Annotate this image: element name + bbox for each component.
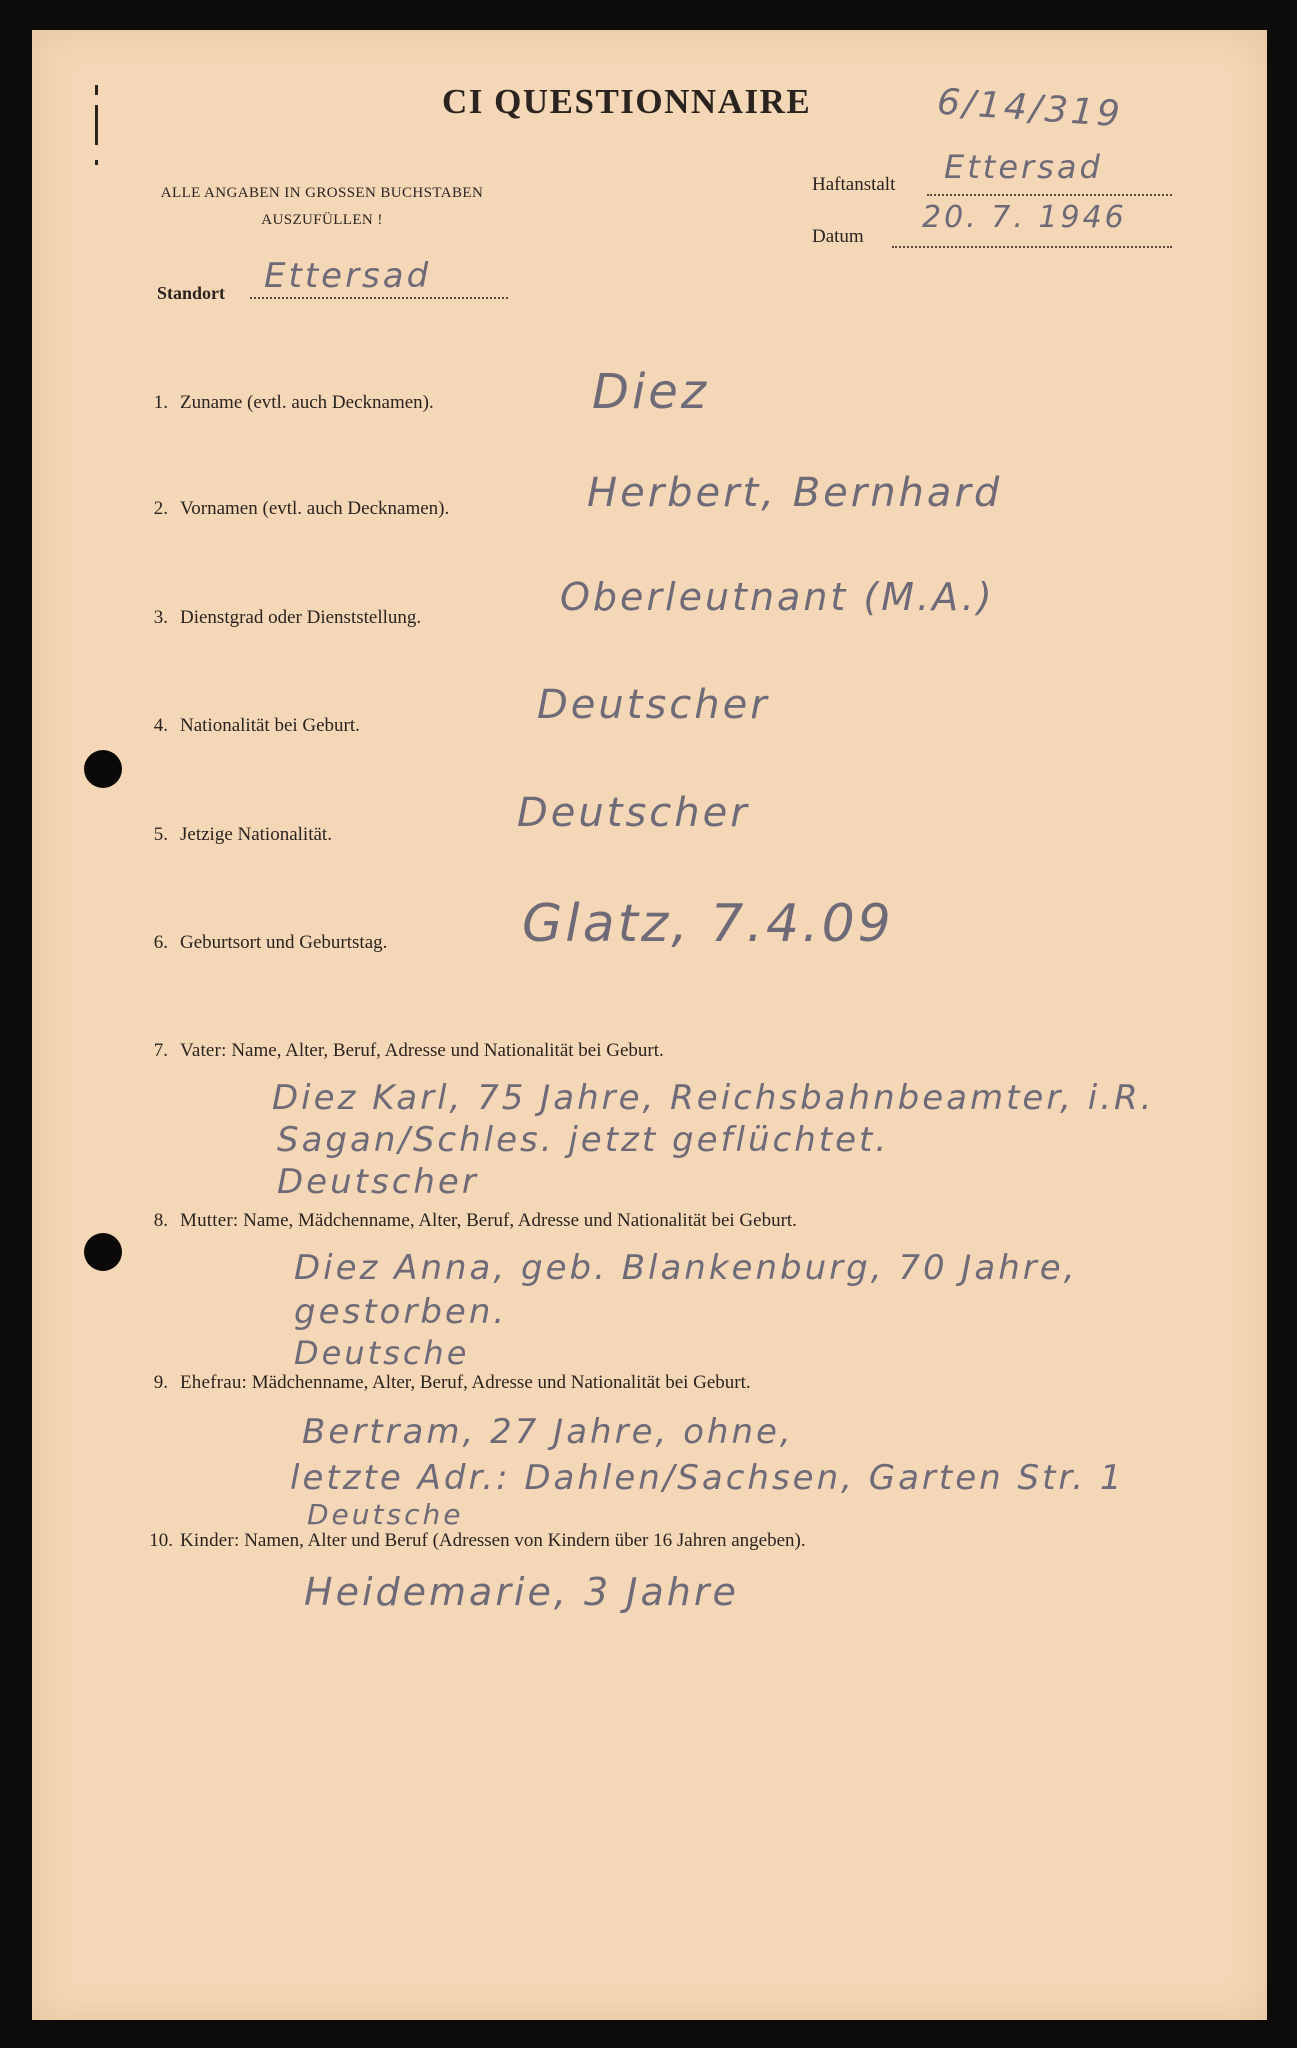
question-8-text: Name, Mädchenname, Alter, Beruf, Adresse und Nationalität bei Geburt. [243,1210,797,1231]
form-instruction [152,180,492,234]
question-9-text: Mädchenname, Alter, Beruf, Adresse und Nationalität bei Geburt. [251,1372,751,1393]
question-8-number: 8. [153,1210,168,1231]
handwritten-reference-number: 6/14/319 [935,81,1124,136]
question-9-lead: Ehefrau: [180,1372,248,1393]
standort-line [250,297,508,299]
question-7-answer-line-3[interactable]: Deutscher [277,1162,479,1202]
standort-label: Standort [157,283,226,303]
question-4-number: 4. [153,715,168,736]
datum-label: Datum [812,226,864,247]
question-8-label [180,1210,797,1232]
instruction-line-1: ALLE ANGABEN IN GROSSEN BUCHSTABEN [160,185,484,201]
margin-mark [95,160,98,165]
margin-mark [95,105,98,145]
question-5-label: Jetzige Nationalität. [180,824,332,845]
question-8-answer-line-1[interactable]: Diez Anna, geb. Blankenburg, 70 Jahre, [294,1248,1078,1288]
datum-line [892,246,1172,248]
haftanstalt-label: Haftanstalt [812,174,896,195]
question-8-answer-line-2[interactable]: gestorben. [294,1292,508,1332]
standort-value[interactable]: Ettersad [264,256,432,296]
question-9-label [180,1372,751,1394]
question-7-answer-line-2[interactable]: Sagan/Schles. jetzt geflüchtet. [277,1120,890,1160]
haftanstalt-line [927,194,1172,196]
margin-mark [95,85,98,95]
instruction-line-2: AUSZUFÜLLEN ! [261,212,383,228]
question-4-label: Nationalität bei Geburt. [180,715,360,736]
haftanstalt-value[interactable]: Ettersad [944,148,1103,186]
question-7-answer-line-1[interactable]: Diez Karl, 75 Jahre, Reichsbahnbeamter, i.R. [272,1078,1155,1118]
question-1-answer[interactable]: Diez [592,364,710,420]
questionnaire-page [32,30,1267,2020]
question-6-label: Geburtsort und Geburtstag. [180,932,388,953]
question-1-number: 1. [153,392,168,413]
punch-hole [84,1233,122,1271]
question-3-number: 3. [153,607,168,628]
question-6-answer[interactable]: Glatz, 7.4.09 [522,894,894,954]
question-10-lead: Kinder: [180,1530,240,1551]
question-7-number: 7. [153,1040,168,1061]
question-1-label: Zuname (evtl. auch Decknamen). [180,392,434,413]
question-7-lead: Vater: [180,1040,227,1061]
question-8-answer-line-3[interactable]: Deutsche [294,1334,470,1372]
question-3-label: Dienstgrad oder Dienststellung. [180,607,422,628]
question-3-answer[interactable]: Oberleutnant (M.A.) [560,575,995,619]
punch-hole [84,750,122,788]
question-7-text: Name, Alter, Beruf, Adresse und Nationalität bei Geburt. [231,1040,664,1061]
question-7-label [180,1040,664,1062]
question-10-text: Namen, Alter und Beruf (Adressen von Kindern über 16 Jahren angeben). [244,1530,806,1551]
question-9-number: 9. [153,1372,168,1393]
question-8-lead: Mutter: [180,1210,239,1231]
question-9-answer-line-2[interactable]: letzte Adr.: Dahlen/Sachsen, Garten Str. 1 [290,1458,1125,1498]
question-9-answer-line-3[interactable]: Deutsche [307,1498,464,1531]
question-2-label: Vornamen (evtl. auch Decknamen). [180,498,450,519]
question-10-label [180,1530,806,1552]
question-10-answer[interactable]: Heidemarie, 3 Jahre [304,1570,739,1614]
question-5-answer[interactable]: Deutscher [517,790,750,836]
question-5-number: 5. [153,824,168,845]
question-6-number: 6. [153,932,168,953]
question-9-answer-line-1[interactable]: Bertram, 27 Jahre, ohne, [302,1412,794,1452]
question-2-answer[interactable]: Herbert, Bernhard [587,470,1003,516]
question-4-answer[interactable]: Deutscher [537,682,770,728]
datum-value[interactable]: 20. 7. 1946 [922,200,1127,235]
form-title: CI QUESTIONNAIRE [442,82,812,121]
question-2-number: 2. [153,498,168,519]
question-10-number: 10. [149,1530,173,1551]
